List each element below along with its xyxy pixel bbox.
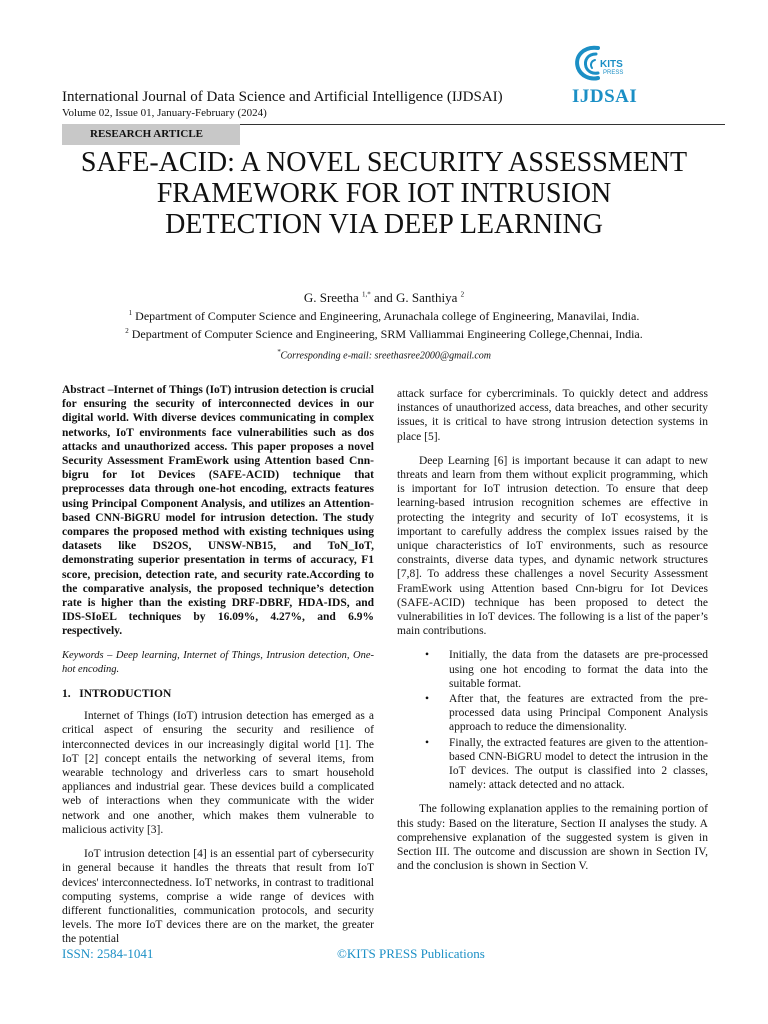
volume-info: Volume 02, Issue 01, January-February (2024) xyxy=(62,107,267,119)
email-text: Corresponding e-mail: sreethasree2000@gmail.com xyxy=(280,350,492,362)
right-paragraph-2: Deep Learning [6] is important because it can adapt to new threats and learn from them without explicit programming, which is important for IoT intrusion detection. To ensure that deep learning-based intrusion recognition schemes are effective in protecting the integrity and security of IoT ecosystems, it is important to carefully address the complex issues raised by the unique characteristics of IoT environments, such as resource constraints, diverse data types, and dynamic network structures [7,8]. To address these challenges a novel Security Assessment FramEwork using Attention based Cnn-bigru for Iot Devices (SAFE-ACID) technique has been proposed to detect the vulnerabilities in IoT devices. The following is a list of the paper’s main contributions. xyxy=(397,454,708,638)
author-2-marker: 2 xyxy=(460,290,465,299)
list-item-text: Finally, the extracted features are given to the attention-based CNN-BiGRU model to detect the intrusion in the IoT devices. The output is classified into 2 classes, namely: attack detected and no attack. xyxy=(449,736,708,792)
article-type-label: RESEARCH ARTICLE xyxy=(90,128,204,140)
author-1: G. Sreetha xyxy=(303,290,359,305)
affiliation-2-text: Department of Computer Science and Engineering, SRM Valliammai Engineering College,Chennai, India. xyxy=(128,327,643,341)
footer-issn: ISSN: 2584-1041 xyxy=(62,946,154,961)
bullet-icon: • xyxy=(425,736,430,749)
intro-paragraph-2: IoT intrusion detection [4] is an essential part of cybersecurity in general because it handles the threats that result from IoT devices' interconnectedness. IoT networks, in contrast to traditional computing systems, comprise a wide range of devices with different functionalities, communication protocols, and security levels. The more IoT devices there are on the market, the greater the potential xyxy=(62,848,374,946)
list-item-text: After that, the features are extracted from the pre-processed data using Principal Component Analysis approach to reduce the dimensionality. xyxy=(449,693,708,734)
right-column xyxy=(397,387,708,884)
logo-press-text: PRESS xyxy=(603,70,624,76)
corresponding-email xyxy=(0,348,768,361)
logo-journal-abbr: IJDSAI xyxy=(572,86,638,107)
author-1-marker: 1,* xyxy=(361,290,371,299)
author-separator: and xyxy=(373,290,396,305)
journal-name: International Journal of Data Science and Artificial Intelligence (IJDSAI) xyxy=(62,89,503,105)
abstract: Abstract –Internet of Things (IoT) intrusion detection is crucial for ensuring the security of interconnected devices in our digital world. With diverse devices communicating in complex networks, IoT environments face vulnerabilities such as dos attacks and unauthorized access. This paper proposes a novel Security Assessment FramEwork using Attention based Cnn-bigru for Iot Devices (SAFE-ACID) technique that preprocesses data through one-hot encoding, extracts features using Principal Component Analysis, and utilizes an Attention-based CNN-BiGRU model for intrusion detection. The study compares the proposed method with existing techniques using datasets like DS2OS, UNSW-NB15, and ToN_IoT, demonstrating superior presentation in terms of accuracy, F1 score, precision, detection rate, and security rate.According to the comparative analysis, the proposed technique’s detection rate is higher than the existing DRF-DBRF, HDA-IDS, and IDS-SIoEL techniques by 16.09%, 4.27%, and 6.9% respectively. xyxy=(62,384,374,638)
footer-publisher: ©KITS PRESS Publications xyxy=(337,946,485,961)
intro-paragraph-1: Internet of Things (IoT) intrusion detection has emerged as a critical aspect of ensuring the security and resilience of interconnected devices in our increasingly digital world [1]. The IoT [2] concept entails the networking of several items, from wearable technology and driverless cars to smart household appliances and industrial gear. These devices build a complicated web of interactions when they communicate with the wider network and one another, which makes them vulnerable to malicious activity [3]. xyxy=(62,710,374,836)
affiliation-2-marker: 2 xyxy=(125,327,129,335)
list-item xyxy=(425,648,708,691)
keywords: Keywords – Deep learning, Internet of Things, Intrusion detection, One-hot encoding. xyxy=(62,649,374,675)
list-item xyxy=(425,736,708,793)
list-item xyxy=(425,692,708,735)
email-marker: * xyxy=(276,348,281,356)
section-heading-introduction: 1. INTRODUCTION xyxy=(62,688,172,701)
list-item-text: Initially, the data from the datasets are pre-processed using one hot encoding to format the data into the suitable format. xyxy=(449,649,708,690)
bullet-icon: • xyxy=(425,693,430,706)
bullet-icon: • xyxy=(425,649,430,662)
right-paragraph-3: The following explanation applies to the remaining portion of this study: Based on the literature, Section II analyses the study. A comprehensive explanation of the suggested system is given in Section III. The outcome and discussion are shown in Section IV, and the conclusion is shown in Section V. xyxy=(397,803,708,873)
journal-logo xyxy=(568,40,648,110)
affiliation-1-text: Department of Computer Science and Engineering, Arunachala college of Engineering, Manavilai, India. xyxy=(132,309,640,323)
affiliation-1 xyxy=(0,309,768,324)
affiliation-1-marker: 1 xyxy=(128,309,133,317)
author-line xyxy=(0,290,768,306)
affiliation-2 xyxy=(0,327,768,342)
right-paragraph-1: attack surface for cybercriminals. To quickly detect and address instances of unauthorized access, data breaches, and other security issues, it is critical to have strong intrusion detection systems in place [5]. xyxy=(397,388,708,443)
logo-kits-text: KITS xyxy=(600,59,623,70)
left-column xyxy=(62,383,374,957)
header-rule xyxy=(240,124,725,125)
author-2: G. Santhiya xyxy=(396,290,458,305)
paper-title: SAFE-ACID: A NOVEL SECURITY ASSESSMENT FRAMEWORK FOR IOT INTRUSION DETECTION VIA DEEP LEARNING xyxy=(80,147,688,240)
contributions-list xyxy=(397,648,708,792)
